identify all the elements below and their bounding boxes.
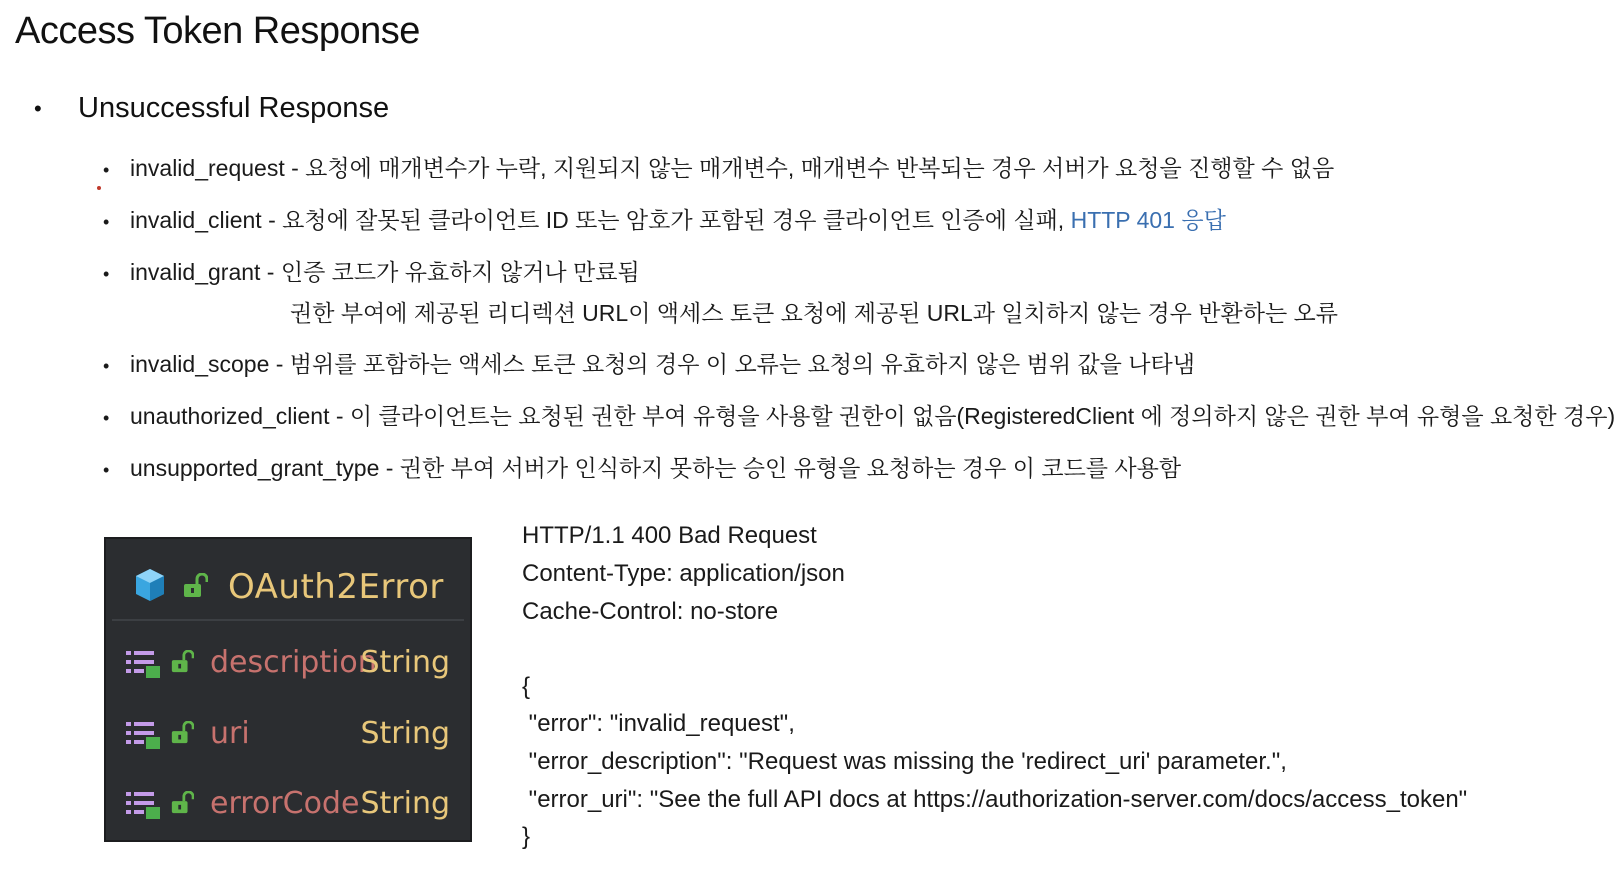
public-lock-icon <box>182 573 208 599</box>
annotation-mark <box>97 186 101 190</box>
list-item-invalid-grant <box>103 254 640 287</box>
list-item-text: unsupported_grant_type - 권한 부여 서버가 인식하지 못하는 승인 유형을 요청하는 경우 이 코드를 사용함 <box>130 455 1182 481</box>
list-item-unauthorized-client <box>103 398 1615 431</box>
page-title: Access Token Response <box>15 10 420 52</box>
field-row-uri <box>106 702 470 764</box>
field-icon <box>126 720 162 750</box>
field-type: String <box>360 716 450 751</box>
section-heading-text: Unsuccessful Response <box>78 92 390 124</box>
json-error-description-line: "error_description": "Request was missing the 'redirect_uri' parameter.", <box>522 748 1287 775</box>
json-open-brace: { <box>522 673 531 700</box>
field-icon <box>126 790 162 820</box>
list-bullet: • <box>103 356 110 376</box>
http-401-link[interactable]: HTTP 401 응답 <box>1070 207 1226 233</box>
field-name: description <box>210 645 377 680</box>
list-bullet: • <box>103 212 110 232</box>
list-item-text: invalid_client - 요청에 잘못된 클라이언트 ID 또는 암호가 포함된 경우 클라이언트 인증에 실패, <box>130 207 1071 233</box>
list-item-invalid-client <box>103 202 1226 235</box>
json-close-brace: } <box>522 823 531 850</box>
field-icon <box>126 649 162 679</box>
field-row-errorcode <box>106 772 470 834</box>
class-header <box>112 545 464 621</box>
list-item-text: invalid_scope - 범위를 포함하는 액세스 토큰 요청의 경우 이 오류는 요청의 유효하지 않은 범위 값을 나타냄 <box>130 351 1195 377</box>
invalid-grant-continuation: 권한 부여에 제공된 리디렉션 URL이 액세스 토큰 요청에 제공된 URL과 일치하지 않는 경우 반환하는 오류 <box>290 300 1338 326</box>
list-item-text: unauthorized_client - 이 클라이언트는 요청된 권한 부여 유형을 사용할 권한이 없음(RegisteredClient 에 정의하지 않은 권한 부여 유형을 요청한 경우) <box>130 403 1616 429</box>
field-type: String <box>360 786 450 821</box>
class-cube-icon <box>134 567 166 603</box>
field-name: uri <box>210 716 250 751</box>
list-item-invalid-request <box>103 150 1334 183</box>
list-bullet: • <box>103 460 110 480</box>
list-item-text: invalid_grant - 인증 코드가 유효하지 않거나 만료됨 <box>130 259 640 285</box>
field-type: String <box>360 645 450 680</box>
public-lock-icon <box>170 650 194 674</box>
field-row-description <box>106 631 470 693</box>
section-bullet: • <box>34 96 42 122</box>
list-item-unsupported-grant-type <box>103 450 1181 483</box>
json-error-uri-line: "error_uri": "See the full API docs at https://authorization-server.com/docs/access_token" <box>522 786 1468 813</box>
field-name: errorCode <box>210 786 360 821</box>
http-header-cache-control: Cache-Control: no-store <box>522 598 779 625</box>
list-bullet: • <box>103 264 110 284</box>
class-diagram-panel <box>104 537 472 842</box>
public-lock-icon <box>170 721 194 745</box>
list-bullet: • <box>103 408 110 428</box>
public-lock-icon <box>170 791 194 815</box>
http-header-content-type: Content-Type: application/json <box>522 560 845 587</box>
section-heading <box>34 92 389 125</box>
class-name: OAuth2Error <box>228 567 444 607</box>
json-error-line: "error": "invalid_request", <box>522 710 795 737</box>
list-item-text: invalid_request - 요청에 매개변수가 누락, 지원되지 않는 매개변수, 매개변수 반복되는 경우 서버가 요청을 진행할 수 없음 <box>130 155 1335 181</box>
list-item-invalid-scope <box>103 346 1195 379</box>
http-status-line: HTTP/1.1 400 Bad Request <box>522 522 817 549</box>
list-bullet: • <box>103 160 110 180</box>
